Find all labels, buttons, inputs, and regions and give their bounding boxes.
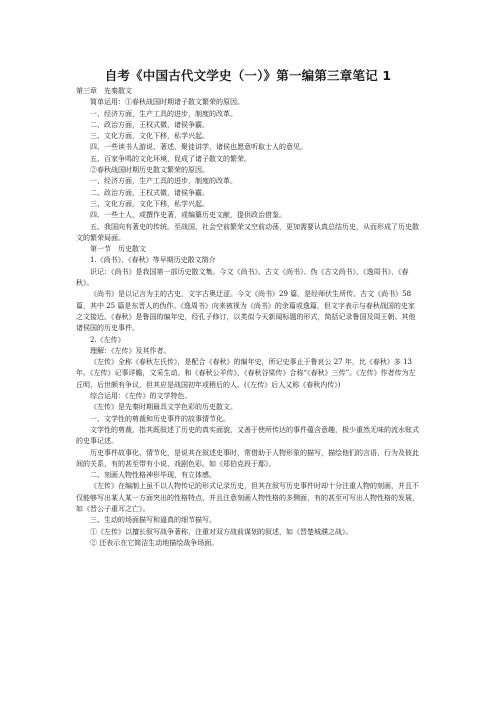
paragraph: ②春秋战国时期历史散文繁荣的原因。 xyxy=(90,166,209,175)
paragraph: 理解：《左传》及其作者。 xyxy=(90,346,171,355)
paragraph: 一、经济方面，生产工具的进步，制度的改革。 xyxy=(90,177,237,186)
paragraph: 文学性的剪裁，指其既叙述了历史的真实面貌，又善于使所传达的事件蕴含意趣，极少重然无味的流水账式的史事记述。 xyxy=(76,425,419,446)
paragraph: 《尚书》是以记言为主的古史，文字古奥迂涩。今文《尚书》29 篇，是经师伏生所传。古文《尚书》58 篇，其中 25 篇是东晋人的伪作。《逸周书》向来被视为《尚书》的余篇或逸篇，但文字表示与春秋战国的史家之文接近。《春秋》是鲁国的编年史，经孔子修订，以类似今天新闻标题的形式，简括记录鲁国及周王朝、其他诸侯国的历史事件。 xyxy=(76,290,416,333)
paragraph: 综合运用：《左传》的文学特色。 xyxy=(90,392,192,401)
paragraph: 四、一些士人，或撰作史著，或编纂历史文献，提供政治借鉴。 xyxy=(90,211,286,220)
paragraph: 《左传》是先秦时期最具文学色彩的历史散文。 xyxy=(90,403,237,412)
paragraph: 第三章 先秦散文 xyxy=(76,87,132,95)
paragraph: 二、刻画人物性格神形毕现，有立体感。 xyxy=(90,471,216,480)
paragraph: 三、生动的场面描写和逼真的细节描写。 xyxy=(90,516,216,525)
paragraph: 《左传》全称《春秋左氏传》，是配合《春秋》的编年史，所记史事止于鲁哀公 27 年，比《春秋》多 13 年。《左传》记事详瞻，文采生动。和《春秋公羊传》、《春秋谷梁传》合称“《春秋》三传”。《左传》作者传为左丘明，后世颇有争议，但其应是战国初年或稍后的人。(《左传》后人又称《春秋内传》) xyxy=(76,358,416,389)
paragraph: ② 还表示在它简洁生动地描绘战争场面。 xyxy=(90,538,219,547)
paragraph: ①《左传》以擅长叙写战争著称，注重对双方战前谋划的叙述，如《晋楚城濮之战》。 xyxy=(90,527,353,536)
paragraph: 一、文学性的剪裁和历史事件的故事情节化。 xyxy=(90,414,230,423)
document-body xyxy=(76,86,420,549)
paragraph: 识记：《尚书》是我国第一部历史散文集。今文《尚书》、古文《尚书》、伪《古文尚书》、《逸周书》、《春秋》。 xyxy=(76,267,409,288)
paragraph: 五、百家争鸣的文化环境，促成了诸子散文的繁荣。 xyxy=(90,154,251,163)
paragraph: 第一节 历史散文 xyxy=(90,245,146,254)
paragraph: 五、我国向有著史的传统。至战国，社会空前繁荣又空前动荡，更加需要认真总结历史，从而形成了历史散文的繁荣局面。 xyxy=(76,222,419,242)
paragraph: 二、政治方面，王权式微，诸侯争霸。 xyxy=(90,120,209,129)
paragraph: 2.《左传》 xyxy=(90,335,125,344)
paragraph: 《左传》在编制上虽不以人物传记的形式记录历史，但其在叙写历史事件时却十分注重人物的刻画，并且不仅能够写出某人某一方面突出的性格特点，并且注意刻画人物性格的多侧面，有的甚至可写出人物性格的发展，如《晋公子重耳之亡》。 xyxy=(76,482,419,513)
page-title: 自考《中国古代文学史（一）》第一编第三章笔记 1 xyxy=(104,68,392,83)
paragraph: 1.《尚书》、《春秋》等早期历史散文简介 xyxy=(90,256,216,265)
paragraph: 三、文化方面，文化下移，私学兴起。 xyxy=(90,199,209,208)
paragraph: 四、一些读书人游说、著述、聚徒讲学，诸侯也愿意听取士人的意见。 xyxy=(90,143,307,152)
paragraph: 历史事件故事化、情节化，是说其在叙述史事时，常借助于人物形象的描写，描绘他们的言语、行为及彼此间的关系，有的甚至带有小说、戏剧色彩。如《郑伯克段于鄢》。 xyxy=(76,448,419,468)
paragraph: 一、经济方面，生产工具的进步，制度的改革。 xyxy=(90,109,237,118)
paragraph: 二、政治方面，王权式微，诸侯争霸。 xyxy=(90,188,209,197)
paragraph: 三、文化方面，文化下移，私学兴起。 xyxy=(90,132,209,141)
paragraph: 简单运用：①春秋战国时期诸子散文繁荣的原因。 xyxy=(90,98,244,107)
